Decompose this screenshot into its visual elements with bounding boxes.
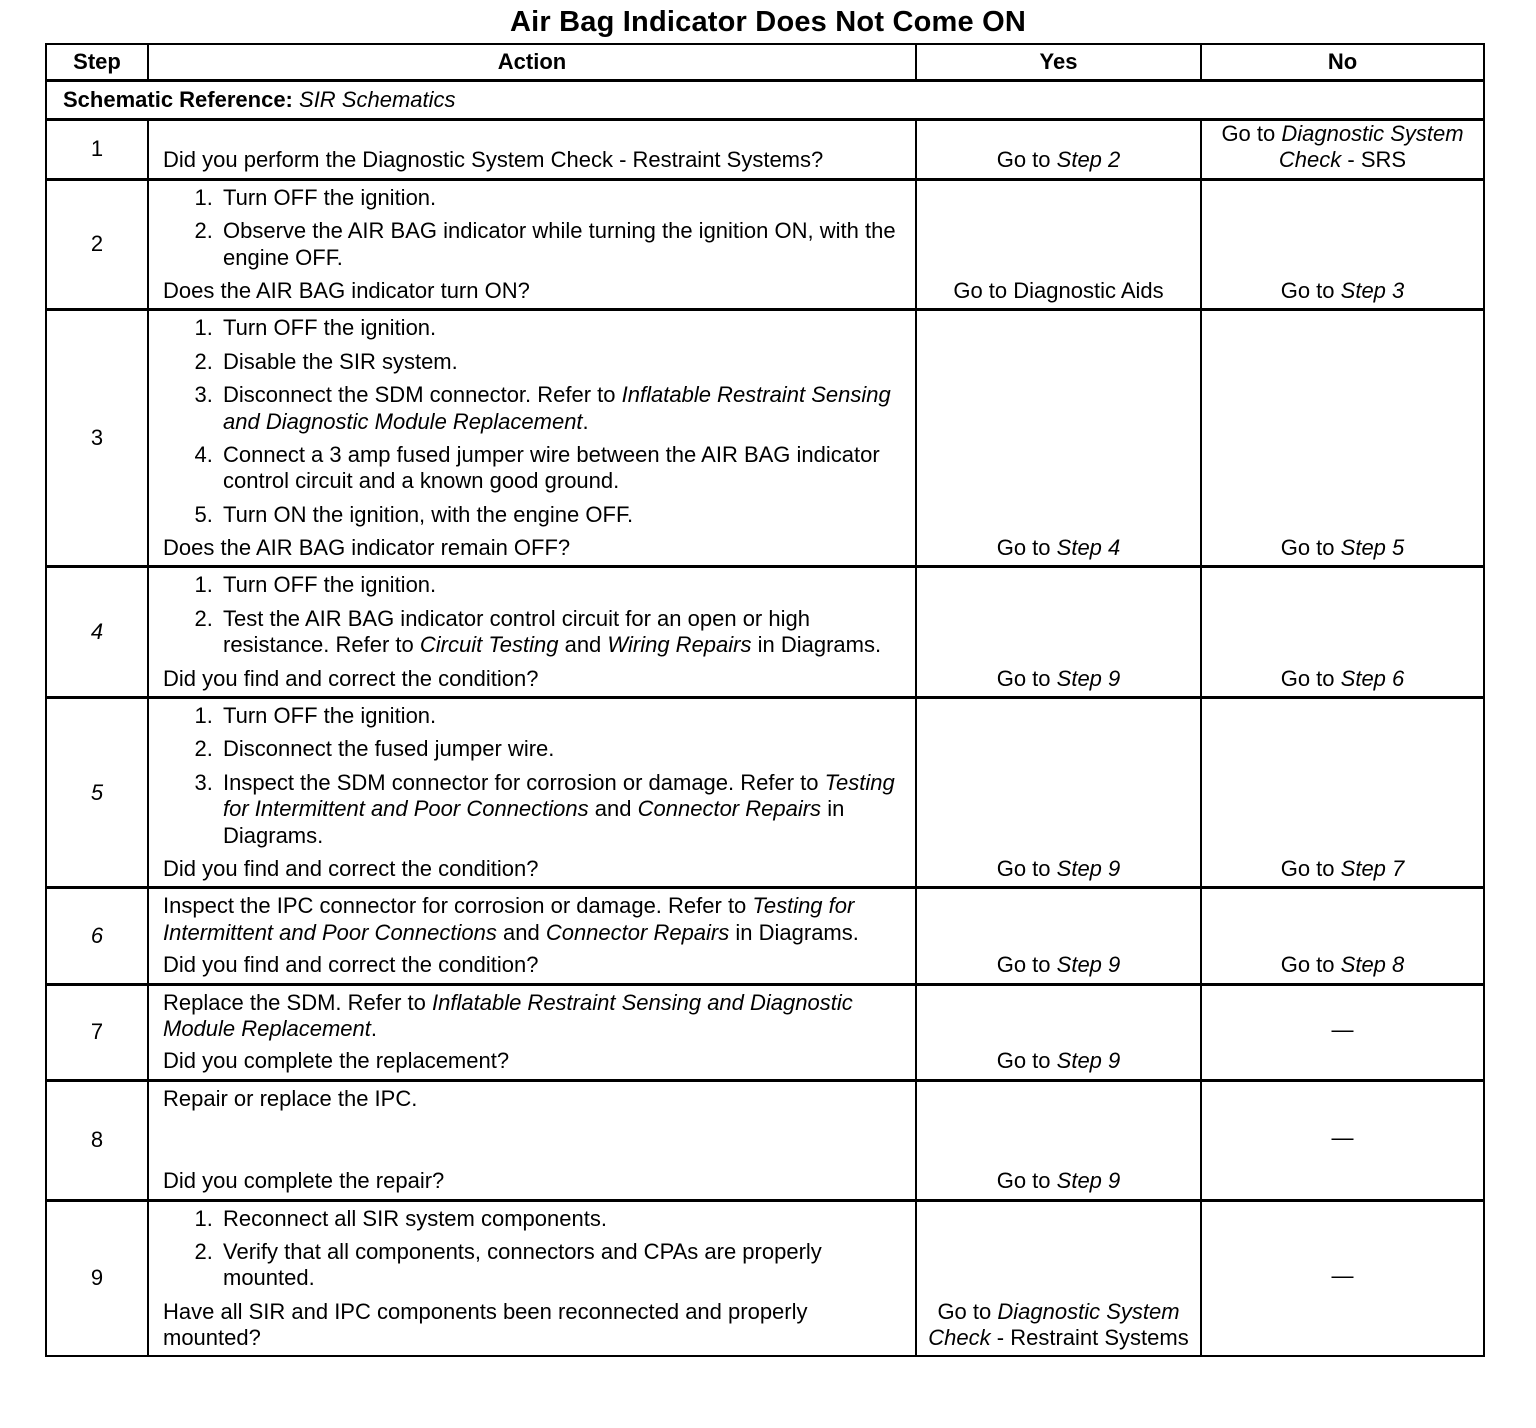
list-item <box>219 382 905 435</box>
no-suffix: - SRS <box>1347 147 1407 173</box>
action-cell <box>148 120 916 180</box>
yes-link[interactable]: Step 9 <box>1056 952 1121 978</box>
item-text: . <box>370 1015 378 1041</box>
schematic-reference-link[interactable]: SIR Schematics <box>299 86 456 112</box>
no-prefix: Go to <box>1280 855 1335 881</box>
reference-link[interactable]: Testing for Intermittent and Poor Connections <box>223 769 895 822</box>
item-text: Inspect the SDM connector for corrosion or damage. Refer to <box>223 769 819 795</box>
reference-link[interactable]: Wiring Repairs <box>607 632 752 658</box>
table-row <box>46 310 1484 567</box>
action-cell <box>148 888 916 984</box>
action-list <box>163 185 905 271</box>
list-item: 2. Verify that all components, connectors and CPAs are properly mounted. <box>219 1239 905 1292</box>
action-cell <box>148 179 916 310</box>
yes-prefix: Go to <box>996 665 1051 691</box>
yes-cell[interactable] <box>916 1200 1201 1356</box>
reference-link[interactable]: Connector Repairs <box>637 796 822 822</box>
list-item: 1. Turn OFF the ignition. <box>219 703 905 729</box>
table-row <box>46 1200 1484 1356</box>
no-link[interactable]: Diagnostic System Check <box>1278 121 1464 173</box>
step-number: 6 <box>46 888 148 984</box>
yes-cell[interactable] <box>916 310 1201 567</box>
step-question: Have all SIR and IPC components been reconnected and properly mounted? <box>163 1298 808 1351</box>
yes-cell[interactable] <box>916 888 1201 984</box>
table-row <box>46 567 1484 698</box>
action-text <box>163 990 905 1043</box>
yes-link[interactable]: Step 4 <box>1056 535 1121 561</box>
action-cell <box>148 1080 916 1200</box>
yes-prefix: Go to <box>996 147 1051 173</box>
action-text <box>163 893 905 946</box>
step-number: 4 <box>46 567 148 698</box>
diagnostic-table <box>45 43 1485 1357</box>
step-question: Does the AIR BAG indicator remain OFF? <box>163 535 571 561</box>
reference-link[interactable]: Inflatable Restraint Sensing and Diagnostic Module Replacement <box>163 989 853 1041</box>
action-cell <box>148 984 916 1080</box>
no-link[interactable]: Step 6 <box>1340 665 1405 691</box>
no-link[interactable]: Step 8 <box>1340 952 1405 978</box>
table-row <box>46 1080 1484 1200</box>
header-step: Step <box>46 44 148 81</box>
action-cell <box>148 1200 916 1356</box>
yes-cell[interactable] <box>916 567 1201 698</box>
action-text: Repair or replace the IPC. <box>163 1085 418 1111</box>
no-link[interactable]: Step 5 <box>1340 535 1405 561</box>
no-prefix: Go to <box>1221 121 1276 146</box>
no-prefix: Go to <box>1280 665 1335 691</box>
no-cell[interactable] <box>1201 567 1484 698</box>
step-question: Did you find and correct the condition? <box>163 952 539 978</box>
list-item: 2. Disable the SIR system. <box>219 349 905 375</box>
item-text: Inspect the IPC connector for corrosion or damage. Refer to <box>163 893 747 919</box>
step-question: Did you find and correct the condition? <box>163 855 539 881</box>
list-item <box>219 606 905 659</box>
reference-link[interactable]: Connector Repairs <box>545 919 730 945</box>
no-cell: — <box>1201 1080 1484 1200</box>
yes-link[interactable]: Step 2 <box>1056 147 1121 173</box>
yes-prefix: Go to <box>996 952 1051 978</box>
step-number: 9 <box>46 1200 148 1356</box>
no-cell: — <box>1201 984 1484 1080</box>
yes-link[interactable]: Diagnostic System Check <box>928 1298 1180 1351</box>
step-number: 7 <box>46 984 148 1080</box>
table-row <box>46 888 1484 984</box>
no-cell[interactable] <box>1201 888 1484 984</box>
step-question: Did you find and correct the condition? <box>163 665 539 691</box>
step-question: Does the AIR BAG indicator turn ON? <box>163 277 530 303</box>
header-action: Action <box>148 44 916 81</box>
item-text: and <box>594 796 632 822</box>
step-question: Did you complete the repair? <box>163 1168 445 1194</box>
action-list <box>163 703 905 849</box>
no-cell[interactable] <box>1201 120 1484 180</box>
no-link[interactable]: Step 7 <box>1340 855 1405 881</box>
page-title: Air Bag Indicator Does Not Come ON <box>510 6 1026 38</box>
list-item: 1. Turn OFF the ignition. <box>219 185 905 211</box>
yes-prefix: Go to <box>996 855 1051 881</box>
item-text: Disconnect the SDM connector. Refer to <box>223 382 616 408</box>
schematic-reference-row <box>46 81 1484 120</box>
action-list <box>163 572 905 658</box>
yes-link[interactable]: Step 9 <box>1056 1048 1121 1074</box>
reference-link[interactable]: Inflatable Restraint Sensing and Diagnostic Module Replacement <box>223 382 891 434</box>
yes-cell[interactable] <box>916 179 1201 310</box>
no-prefix: Go to <box>1280 277 1335 303</box>
item-text: in Diagrams. <box>735 919 859 945</box>
no-cell: — <box>1201 1200 1484 1356</box>
table-row <box>46 984 1484 1080</box>
no-cell[interactable] <box>1201 179 1484 310</box>
step-number: 5 <box>46 698 148 888</box>
table-row <box>46 120 1484 180</box>
step-number: 3 <box>46 310 148 567</box>
schematic-reference-label: Schematic Reference: <box>63 86 293 112</box>
action-list <box>163 315 905 528</box>
yes-link[interactable]: Step 9 <box>1056 665 1121 691</box>
list-item: 1. Reconnect all SIR system components. <box>219 1206 905 1232</box>
step-question: Did you complete the replacement? <box>163 1048 510 1074</box>
yes-cell[interactable] <box>916 120 1201 180</box>
action-cell <box>148 567 916 698</box>
item-text: in Diagrams. <box>757 632 882 658</box>
table-header-row <box>46 44 1484 81</box>
item-text: and <box>564 632 602 658</box>
reference-link[interactable]: Testing for Intermittent and Poor Connections <box>163 893 855 945</box>
yes-cell[interactable] <box>916 984 1201 1080</box>
yes-prefix: Go to <box>996 1168 1051 1194</box>
yes-prefix: Go to <box>996 1048 1051 1074</box>
list-item: 5. Turn ON the ignition, with the engine OFF. <box>219 502 905 528</box>
step-number: 2 <box>46 179 148 310</box>
no-cell[interactable] <box>1201 310 1484 567</box>
item-text: Replace the SDM. Refer to <box>163 989 426 1015</box>
yes-link[interactable]: Step 9 <box>1056 855 1121 881</box>
header-no: No <box>1201 44 1484 81</box>
action-cell <box>148 698 916 888</box>
step-question: Did you perform the Diagnostic System Check - Restraint Systems? <box>163 147 824 173</box>
yes-cell[interactable] <box>916 1080 1201 1200</box>
no-prefix: Go to <box>1280 952 1335 978</box>
action-list <box>163 1206 905 1292</box>
item-text: . <box>582 408 589 434</box>
yes-prefix: Go to <box>937 1298 992 1324</box>
list-item: 1. Turn OFF the ignition. <box>219 572 905 598</box>
list-item: 2. Disconnect the fused jumper wire. <box>219 736 905 762</box>
item-text: in Diagrams. <box>223 796 845 848</box>
yes-link[interactable]: Go to Diagnostic Aids <box>953 277 1164 303</box>
spacer <box>163 1118 905 1168</box>
action-cell <box>148 310 916 567</box>
table-row <box>46 179 1484 310</box>
list-item <box>219 770 905 849</box>
item-text: Test the AIR BAG indicator control circuit for an open or high resistance. Refer to <box>223 605 810 658</box>
list-item: 4. Connect a 3 amp fused jumper wire between the AIR BAG indicator control circuit and a known good ground. <box>219 442 905 495</box>
list-item: 1. Turn OFF the ignition. <box>219 315 905 341</box>
no-prefix: Go to <box>1280 535 1335 561</box>
item-text: and <box>502 919 540 945</box>
step-number: 1 <box>46 120 148 180</box>
header-yes: Yes <box>916 44 1201 81</box>
table-row <box>46 698 1484 888</box>
schematic-reference <box>46 81 1484 120</box>
yes-prefix: Go to <box>996 535 1051 561</box>
no-link[interactable]: Step 3 <box>1340 277 1405 303</box>
yes-cell[interactable] <box>916 698 1201 888</box>
list-item: 2. Observe the AIR BAG indicator while turning the ignition ON, with the engine OFF. <box>219 218 905 271</box>
reference-link[interactable]: Circuit Testing <box>419 632 559 658</box>
yes-suffix: - Restraint Systems <box>996 1325 1189 1351</box>
no-cell[interactable] <box>1201 698 1484 888</box>
step-number: 8 <box>46 1080 148 1200</box>
yes-link[interactable]: Step 9 <box>1056 1168 1121 1194</box>
